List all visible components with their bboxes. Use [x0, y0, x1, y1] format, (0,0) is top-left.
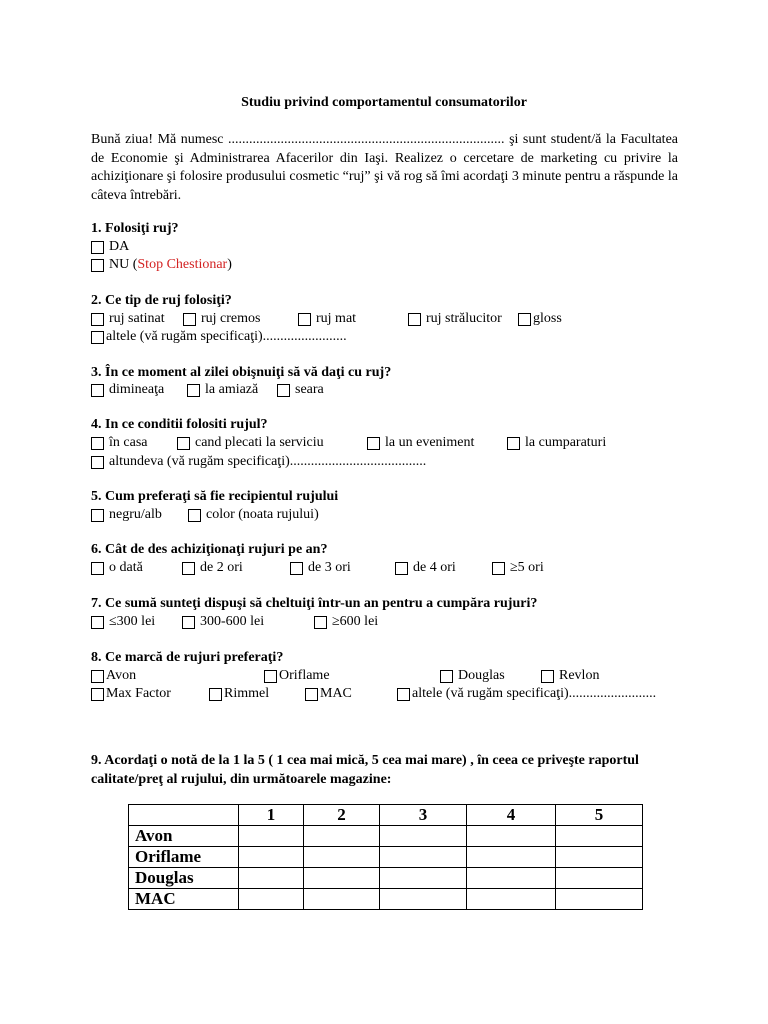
- q6-option[interactable]: [492, 559, 544, 577]
- option-label: la un eveniment: [385, 435, 475, 450]
- option-label-suffix: ): [227, 257, 232, 272]
- q2-option[interactable]: [518, 310, 562, 328]
- checkbox[interactable]: [91, 616, 104, 629]
- option-label: seara: [295, 382, 324, 397]
- option-label: ruj mat: [316, 311, 357, 326]
- checkbox[interactable]: [91, 384, 104, 397]
- checkbox[interactable]: [518, 313, 531, 326]
- checkbox[interactable]: [182, 562, 195, 575]
- column-header: 3: [380, 805, 467, 826]
- rating-cell[interactable]: [556, 868, 643, 889]
- rating-cell[interactable]: [304, 868, 380, 889]
- rating-cell[interactable]: [239, 868, 304, 889]
- row-label: Avon: [129, 826, 239, 847]
- q6-option[interactable]: [395, 559, 456, 577]
- row-label: Douglas: [129, 868, 239, 889]
- option-label: cand plecati la serviciu: [195, 435, 324, 450]
- checkbox[interactable]: [314, 616, 327, 629]
- table-corner-cell: [129, 805, 239, 826]
- checkbox[interactable]: [305, 688, 318, 701]
- question-1-title: 1. Folosiţi ruj?: [91, 221, 179, 236]
- option-label: Revlon: [559, 668, 600, 683]
- option-label: Oriflame: [279, 668, 330, 683]
- q2-option[interactable]: [408, 310, 502, 328]
- q6-option[interactable]: [182, 559, 243, 577]
- option-label: o dată: [109, 560, 143, 575]
- checkbox[interactable]: [91, 688, 104, 701]
- option-label: gloss: [533, 311, 562, 326]
- q5-option[interactable]: [91, 506, 162, 524]
- q7-option[interactable]: [91, 613, 155, 631]
- question-4-title: 4. In ce conditii folositi rujul?: [91, 417, 268, 432]
- q8-option[interactable]: [91, 685, 171, 703]
- q2-option[interactable]: [91, 310, 165, 328]
- option-label: altele (vă rugăm specificaţi)........................: [106, 329, 347, 344]
- q5-option[interactable]: [188, 506, 319, 524]
- column-header: 2: [304, 805, 380, 826]
- table-row: [129, 889, 643, 910]
- checkbox[interactable]: [507, 437, 520, 450]
- question-7-title: 7. Ce sumă sunteţi dispuşi să cheltuiţi într-un an pentru a cumpăra rujuri?: [91, 596, 538, 611]
- checkbox[interactable]: [440, 670, 453, 683]
- checkbox[interactable]: [395, 562, 408, 575]
- option-label: ruj strălucitor: [426, 311, 502, 326]
- option-label: de 2 ori: [200, 560, 243, 575]
- checkbox[interactable]: [408, 313, 421, 326]
- question-9-title-line1: 9. Acordaţi o notă de la 1 la 5 ( 1 cea mai mică, 5 cea mai mare) , în ceea ce priveşte raportul: [91, 753, 639, 768]
- option-label: ruj cremos: [201, 311, 261, 326]
- option-label: color (noata rujului): [206, 507, 319, 522]
- table-row: [129, 868, 643, 889]
- option-label: de 4 ori: [413, 560, 456, 575]
- rating-cell[interactable]: [380, 889, 467, 910]
- checkbox[interactable]: [177, 437, 190, 450]
- intro-paragraph: Bună ziua! Mă numesc ............................................................................... şi sunt student/ă la Facultatea de Economie şi Administrarea Afacerilor din Iaşi. Realizez o cercetare de marketing cu privire la achiziţionare şi folosire produsului cosmetic “ruj” şi vă rog să îmi acordaţi 3 minute pentru a răspunde la câteva întrebări.: [91, 132, 678, 203]
- q4-option[interactable]: [91, 434, 147, 452]
- q8-option[interactable]: [305, 685, 352, 703]
- q4-option[interactable]: [367, 434, 474, 452]
- rating-cell[interactable]: [304, 826, 380, 847]
- stop-note: Stop Chestionar: [137, 257, 228, 272]
- table-row: [129, 826, 643, 847]
- option-label: ≤300 lei: [109, 614, 156, 629]
- option-label: Avon: [106, 668, 137, 683]
- column-header: 1: [239, 805, 304, 826]
- q4-option-other[interactable]: [91, 453, 426, 471]
- option-label: dimineaţa: [109, 382, 165, 397]
- option-label: Douglas: [458, 668, 505, 683]
- q8-option-other[interactable]: [397, 685, 656, 703]
- q2-option[interactable]: [183, 310, 260, 328]
- option-label: Rimmel: [224, 686, 270, 701]
- option-label: în casa: [109, 435, 148, 450]
- q1-option-nu[interactable]: [91, 256, 232, 274]
- rating-cell[interactable]: [467, 868, 556, 889]
- q3-option[interactable]: [187, 381, 258, 399]
- checkbox[interactable]: [91, 331, 104, 344]
- question-6-title: 6. Cât de des achiziţionaţi rujuri pe an?: [91, 542, 328, 557]
- q4-option[interactable]: [507, 434, 606, 452]
- rating-cell[interactable]: [467, 847, 556, 868]
- rating-cell[interactable]: [556, 889, 643, 910]
- checkbox[interactable]: [277, 384, 290, 397]
- question-9-title-line2: calitate/preţ al rujului, din următoarele magazine:: [91, 772, 392, 787]
- checkbox[interactable]: [183, 313, 196, 326]
- checkbox[interactable]: [187, 384, 200, 397]
- option-label: ruj satinat: [109, 311, 165, 326]
- row-label: Oriflame: [129, 847, 239, 868]
- checkbox[interactable]: [264, 670, 277, 683]
- q8-option[interactable]: [264, 667, 330, 685]
- question-8-title: 8. Ce marcă de rujuri preferaţi?: [91, 650, 284, 665]
- rating-cell[interactable]: [467, 826, 556, 847]
- row-label: MAC: [129, 889, 239, 910]
- option-label: MAC: [320, 686, 352, 701]
- page-title: Studiu privind comportamentul consumatorilor: [241, 95, 527, 110]
- q4-option[interactable]: [177, 434, 324, 452]
- table-header-row: [129, 805, 643, 826]
- q3-option[interactable]: [277, 381, 324, 399]
- rating-cell[interactable]: [380, 847, 467, 868]
- q6-option[interactable]: [91, 559, 143, 577]
- rating-table: [128, 804, 643, 910]
- option-label: ≥5 ori: [510, 560, 544, 575]
- rating-cell[interactable]: [467, 889, 556, 910]
- rating-cell[interactable]: [304, 847, 380, 868]
- rating-cell[interactable]: [380, 826, 467, 847]
- option-label: Max Factor: [106, 686, 171, 701]
- option-label: la cumparaturi: [525, 435, 607, 450]
- option-label: negru/alb: [109, 507, 162, 522]
- q3-option[interactable]: [91, 381, 164, 399]
- q2-option[interactable]: [298, 310, 356, 328]
- option-label: NU (: [109, 257, 138, 272]
- checkbox[interactable]: [91, 562, 104, 575]
- q8-option[interactable]: [209, 685, 269, 703]
- q8-option[interactable]: [541, 667, 599, 685]
- checkbox[interactable]: [290, 562, 303, 575]
- q8-option[interactable]: [440, 667, 505, 685]
- checkbox[interactable]: [188, 509, 201, 522]
- checkbox[interactable]: [91, 437, 104, 450]
- checkbox[interactable]: [91, 456, 104, 469]
- rating-cell[interactable]: [239, 889, 304, 910]
- rating-cell[interactable]: [239, 826, 304, 847]
- q2-option-other[interactable]: [91, 328, 347, 346]
- checkbox[interactable]: [397, 688, 410, 701]
- option-label: la amiază: [205, 382, 259, 397]
- q1-option-da[interactable]: [91, 238, 129, 256]
- checkbox[interactable]: [91, 259, 104, 272]
- checkbox[interactable]: [367, 437, 380, 450]
- option-label: de 3 ori: [308, 560, 351, 575]
- question-3-title: 3. În ce moment al zilei obişnuiţi să vă daţi cu ruj?: [91, 365, 392, 380]
- option-label: altundeva (vă rugăm specificaţi).......................................: [109, 454, 427, 469]
- rating-cell[interactable]: [556, 826, 643, 847]
- column-header: 4: [467, 805, 556, 826]
- question-5-title: 5. Cum preferaţi să fie recipientul rujului: [91, 489, 339, 504]
- option-label: 300-600 lei: [200, 614, 265, 629]
- rating-cell[interactable]: [556, 847, 643, 868]
- option-label: DA: [109, 239, 130, 254]
- checkbox[interactable]: [91, 509, 104, 522]
- checkbox[interactable]: [209, 688, 222, 701]
- checkbox[interactable]: [91, 313, 104, 326]
- rating-cell[interactable]: [304, 889, 380, 910]
- rating-cell[interactable]: [239, 847, 304, 868]
- q8-option[interactable]: [91, 667, 136, 685]
- checkbox[interactable]: [91, 670, 104, 683]
- column-header: 5: [556, 805, 643, 826]
- checkbox[interactable]: [182, 616, 195, 629]
- option-label: altele (vă rugăm specificaţi).........................: [412, 686, 657, 701]
- checkbox[interactable]: [91, 241, 104, 254]
- checkbox[interactable]: [541, 670, 554, 683]
- q7-option[interactable]: [182, 613, 264, 631]
- checkbox[interactable]: [298, 313, 311, 326]
- option-label: ≥600 lei: [332, 614, 379, 629]
- checkbox[interactable]: [492, 562, 505, 575]
- q6-option[interactable]: [290, 559, 351, 577]
- question-2-title: 2. Ce tip de ruj folosiţi?: [91, 293, 232, 308]
- table-row: [129, 847, 643, 868]
- rating-cell[interactable]: [380, 868, 467, 889]
- q7-option[interactable]: [314, 613, 378, 631]
